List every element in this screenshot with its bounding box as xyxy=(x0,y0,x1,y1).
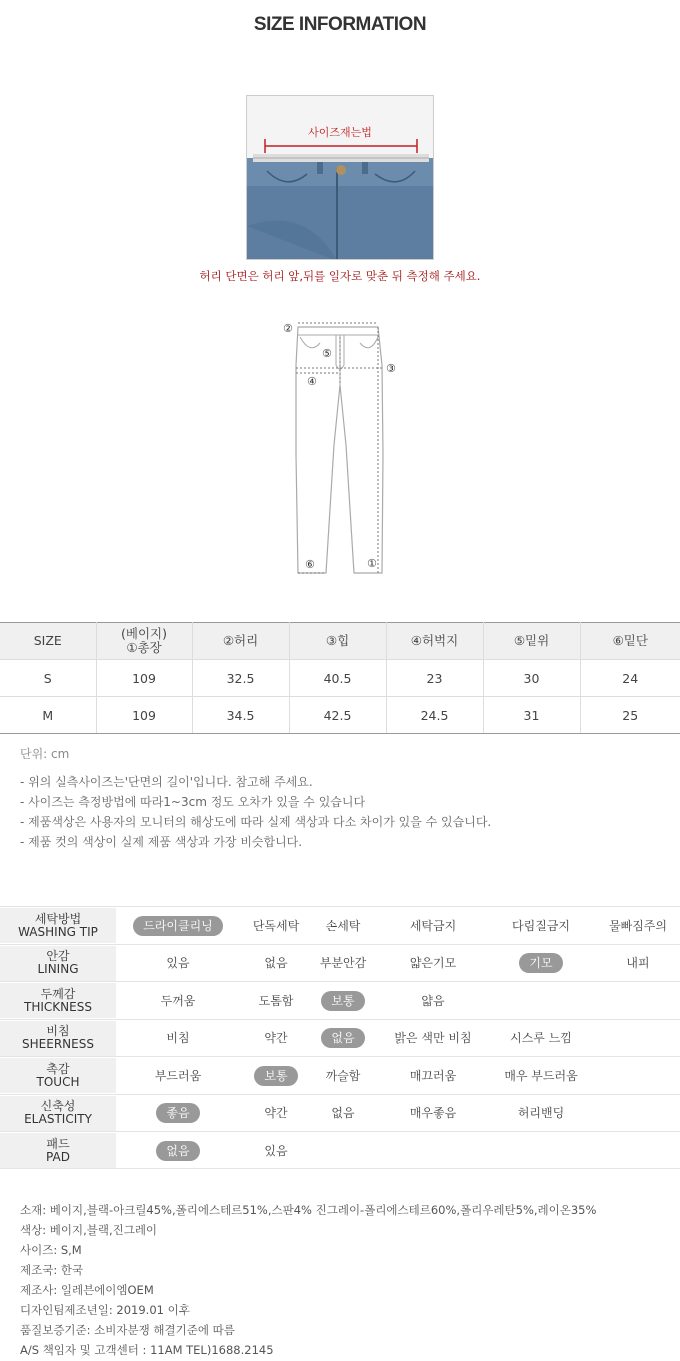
option-label: 비침 xyxy=(166,1031,190,1045)
cell: 24.5 xyxy=(386,697,483,734)
fabric-option xyxy=(133,1095,223,1132)
selected-option: 보통 xyxy=(321,991,364,1011)
fabric-row-label xyxy=(0,1058,116,1093)
measurement-note: 허리 단면은 허리 앞,뒤를 일자로 맞춘 뒤 측정해 주세요. xyxy=(199,269,481,283)
size-table-header xyxy=(0,623,680,660)
fabric-option xyxy=(598,945,678,982)
fabric-option xyxy=(313,945,373,982)
option-label: 없음 xyxy=(331,1106,355,1120)
fabric-option xyxy=(241,945,311,982)
col-hip: ③힙 xyxy=(289,623,386,660)
selected-option: 드라이클리닝 xyxy=(133,916,223,936)
col-rise: ⑤밑위 xyxy=(483,623,580,660)
fabric-option xyxy=(241,907,311,944)
fabric-row-label xyxy=(0,908,116,943)
measurement-photo xyxy=(246,95,434,260)
cell: 25 xyxy=(580,697,680,734)
fabric-option xyxy=(133,1132,223,1169)
col-length: (베이지) ①총장 xyxy=(96,623,192,660)
fabric-row xyxy=(0,1019,680,1057)
option-label: 단독세탁 xyxy=(252,918,300,933)
cell: 42.5 xyxy=(289,697,386,734)
selected-option: 보통 xyxy=(254,1066,297,1086)
label-kr: 안감 xyxy=(46,949,70,963)
label-en: SHEERNESS xyxy=(22,1037,94,1051)
option-label: 물빠짐주의 xyxy=(609,918,667,933)
option-label: 매우좋음 xyxy=(409,1106,457,1120)
notes xyxy=(20,772,491,852)
selected-option: 없음 xyxy=(321,1028,364,1048)
size-table xyxy=(0,622,680,734)
measurement-label: 사이즈재는법 xyxy=(308,126,372,139)
label-kr: 촉감 xyxy=(46,1061,70,1076)
option-label: 두꺼움 xyxy=(160,993,196,1008)
fabric-row-label xyxy=(0,1021,116,1056)
fabric-option xyxy=(388,1057,478,1094)
fabric-option xyxy=(133,982,223,1019)
fabric-row xyxy=(0,1094,680,1132)
fabric-option xyxy=(313,982,373,1019)
fabric-option xyxy=(388,982,478,1019)
fabric-option xyxy=(133,1057,223,1094)
fabric-option xyxy=(241,1057,311,1094)
fabric-option xyxy=(598,907,678,944)
marker-5: ⑤ xyxy=(322,347,332,360)
col-waist: ②허리 xyxy=(192,623,289,660)
option-label: 시스루 느낌 xyxy=(510,1031,572,1045)
label-kr: 신축성 xyxy=(40,1099,76,1113)
pants-diagram xyxy=(270,315,410,585)
fabric-option xyxy=(501,945,581,982)
product-spec xyxy=(20,1200,596,1360)
note-item: - 제품 컷의 색상이 실제 제품 색상과 가장 비슷합니다. xyxy=(20,835,303,849)
page-title: SIZE INFORMATION xyxy=(253,14,427,35)
option-label: 도톰함 xyxy=(258,993,294,1008)
cell: M xyxy=(0,697,96,734)
fabric-option xyxy=(241,1095,311,1132)
label-kr: 세탁방법 xyxy=(34,911,82,926)
option-label: 부드러움 xyxy=(154,1068,202,1083)
spec-manufacturer: 제조사: 일레븐에이엠OEM xyxy=(20,1283,154,1297)
option-label: 없음 xyxy=(264,956,288,970)
marker-2: ② xyxy=(283,322,293,335)
fabric-option xyxy=(313,1057,373,1094)
fabric-option xyxy=(241,1020,311,1057)
fabric-row xyxy=(0,1056,680,1094)
label-kr: 비침 xyxy=(46,1024,70,1038)
selected-option: 기모 xyxy=(519,953,562,973)
spec-date: 디자인팀제조년일: 2019.01 이후 xyxy=(20,1303,190,1317)
cell: 24 xyxy=(580,660,680,697)
selected-option: 없음 xyxy=(156,1141,199,1161)
option-label: 있음 xyxy=(264,1143,288,1158)
label-en: PAD xyxy=(46,1149,70,1164)
fabric-row-label xyxy=(0,983,116,1018)
marker-1: ① xyxy=(367,557,377,570)
cell: 34.5 xyxy=(192,697,289,734)
option-label: 매끄러움 xyxy=(409,1068,457,1083)
label-kr: 두께감 xyxy=(40,986,76,1001)
fabric-row xyxy=(0,944,680,982)
label-en: WASHING TIP xyxy=(18,924,98,939)
fabric-option xyxy=(501,1020,581,1057)
option-label: 부분안감 xyxy=(319,956,367,970)
fabric-option xyxy=(501,1095,581,1132)
option-label: 내피 xyxy=(626,956,650,970)
option-label: 약간 xyxy=(264,1031,288,1045)
jeans-waist-illustration xyxy=(247,96,434,260)
cell: S xyxy=(0,660,96,697)
option-label: 밝은 색만 비침 xyxy=(394,1031,472,1045)
fabric-option xyxy=(388,1020,478,1057)
fabric-option xyxy=(133,945,223,982)
note-item: - 사이즈는 측정방법에 따라1~3cm 정도 오차가 있을 수 있습니다 xyxy=(20,795,366,809)
fabric-option xyxy=(241,982,311,1019)
selected-option: 좋음 xyxy=(156,1103,199,1123)
fabric-option xyxy=(388,945,478,982)
unit-label: 단위: cm xyxy=(20,747,70,761)
fabric-option xyxy=(501,1057,581,1094)
fabric-row-label xyxy=(0,1096,116,1131)
fabric-option xyxy=(241,1132,311,1169)
option-label: 다림질금지 xyxy=(512,918,570,933)
marker-4: ④ xyxy=(307,375,317,388)
label-en: LINING xyxy=(37,962,79,976)
cell: 23 xyxy=(386,660,483,697)
fabric-info-table xyxy=(0,906,680,1169)
label-en: ELASTICITY xyxy=(24,1112,92,1126)
option-label: 있음 xyxy=(166,956,190,970)
label-en: TOUCH xyxy=(36,1074,80,1089)
fabric-option xyxy=(133,1020,223,1057)
spec-size: 사이즈: S,M xyxy=(20,1243,82,1257)
table-row xyxy=(0,660,680,697)
fabric-option xyxy=(313,907,373,944)
fabric-option xyxy=(313,1020,373,1057)
cell: 31 xyxy=(483,697,580,734)
spec-as: A/S 책임자 및 고객센터 : 11AM TEL)1688.2145 xyxy=(20,1343,274,1357)
note-item: - 위의 실측사이즈는'단면의 길이'입니다. 참고해 주세요. xyxy=(20,775,313,789)
spec-color: 색상: 베이지,블랙,진그레이 xyxy=(20,1223,158,1237)
fabric-option xyxy=(133,907,223,944)
option-label: 세탁금지 xyxy=(409,918,457,933)
cell: 32.5 xyxy=(192,660,289,697)
spec-country: 제조국: 한국 xyxy=(20,1263,84,1277)
fabric-option xyxy=(388,1095,478,1132)
note-item: - 제품색상은 사용자의 모니터의 해상도에 따라 실제 색상과 다소 차이가 있을 수 있습니다. xyxy=(20,815,492,829)
cell: 40.5 xyxy=(289,660,386,697)
fabric-row xyxy=(0,906,680,944)
fabric-row-label xyxy=(0,1133,116,1168)
cell: 109 xyxy=(96,660,192,697)
option-label: 얇음 xyxy=(421,993,445,1008)
option-label: 까슬함 xyxy=(325,1068,361,1083)
col-thigh: ④허벅지 xyxy=(386,623,483,660)
fabric-option xyxy=(501,907,581,944)
table-row xyxy=(0,697,680,734)
marker-3: ③ xyxy=(386,362,396,375)
option-label: 매우 부드러움 xyxy=(504,1068,578,1083)
col-size: SIZE xyxy=(0,623,96,660)
fabric-option xyxy=(388,907,478,944)
fabric-row xyxy=(0,1131,680,1169)
label-en: THICKNESS xyxy=(24,999,92,1014)
option-label: 손세탁 xyxy=(325,918,361,933)
cell: 30 xyxy=(483,660,580,697)
option-label: 허리밴딩 xyxy=(517,1106,565,1120)
option-label: 얇은기모 xyxy=(409,956,457,970)
option-label: 약간 xyxy=(264,1106,288,1120)
label-kr: 패드 xyxy=(46,1136,70,1151)
marker-6: ⑥ xyxy=(305,558,315,571)
spec-material: 소재: 베이지,블랙-아크릴45%,폴리에스테르51%,스판4% 진그레이-폴리에스테르60%,폴리우레탄5%,레이온35% xyxy=(20,1203,597,1217)
fabric-option xyxy=(313,1095,373,1132)
cell: 109 xyxy=(96,697,192,734)
fabric-row-label xyxy=(0,946,116,981)
col-hem: ⑥밑단 xyxy=(580,623,680,660)
spec-warranty: 품질보증기준: 소비자분쟁 해결기준에 따름 xyxy=(20,1323,235,1337)
fabric-row xyxy=(0,981,680,1019)
